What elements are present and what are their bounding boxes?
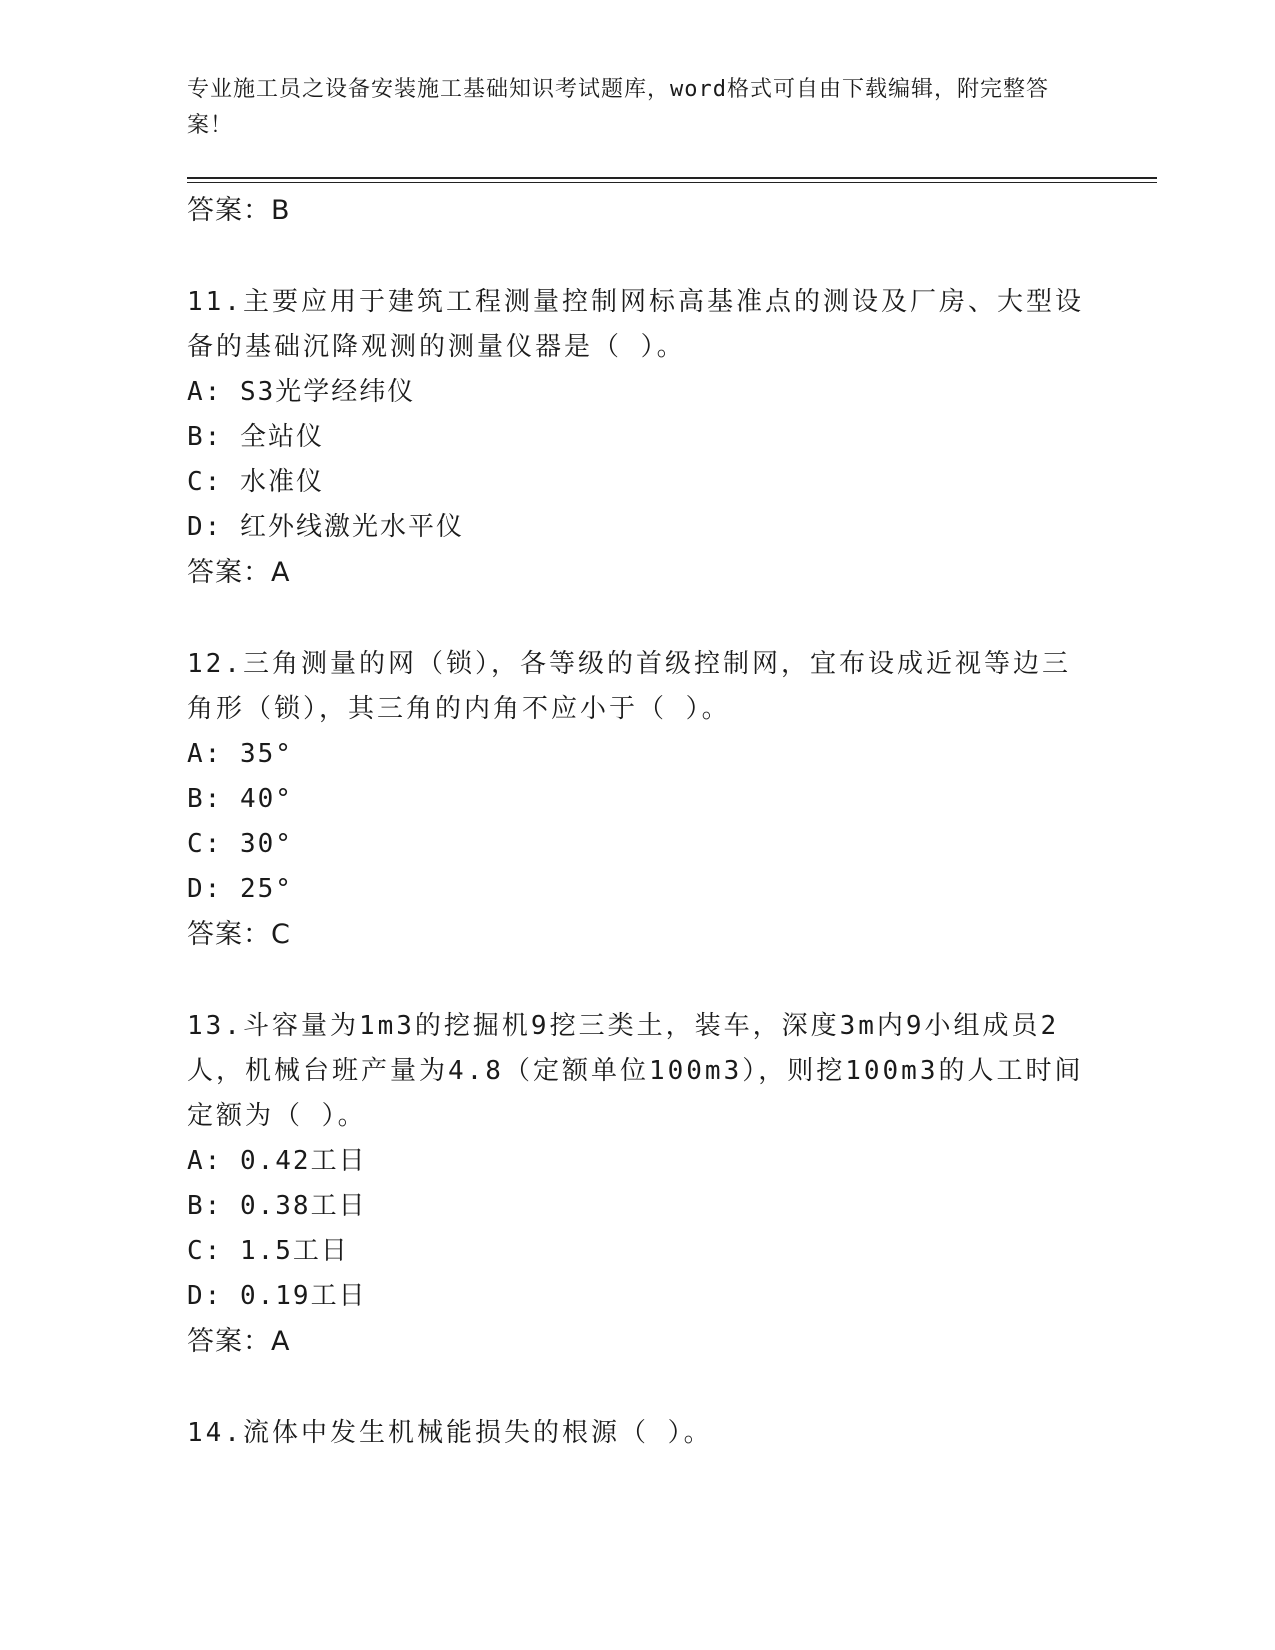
answer-line: 答案：C <box>187 919 291 950</box>
option-c: C: 水准仪 <box>187 467 324 497</box>
spacer <box>187 958 1087 1004</box>
option-d: D: 红外线激光水平仪 <box>187 512 464 542</box>
answer-line: 答案：B <box>187 195 291 226</box>
header-rule-thick <box>187 177 1157 179</box>
option-a: A: 35° <box>187 739 293 769</box>
spacer <box>187 596 1087 642</box>
answer-line: 答案：A <box>187 1326 291 1357</box>
option-b: B: 全站仪 <box>187 422 324 452</box>
option-d: D: 25° <box>187 874 293 904</box>
question-block <box>187 1411 1087 1456</box>
question-block <box>187 280 1087 596</box>
option-d: D: 0.19工日 <box>187 1281 367 1311</box>
answer-line: 答案：A <box>187 557 291 588</box>
header-rule-thin <box>187 182 1157 183</box>
document-body <box>187 188 1087 1456</box>
document-header: 专业施工员之设备安装施工基础知识考试题库，word格式可自由下载编辑，附完整答案！ <box>187 77 1049 138</box>
question-stem: 14.流体中发生机械能损失的根源（ ）。 <box>187 1418 713 1448</box>
spacer <box>187 234 1087 280</box>
question-stem: 13.斗容量为1m3的挖掘机9挖三类土，装车，深度3m内9小组成员2人，机械台班产量为4.8（定额单位100m3），则挖100m3的人工时间定额为（ ）。 <box>187 1011 1084 1131</box>
option-a: A: 0.42工日 <box>187 1146 367 1176</box>
option-c: C: 30° <box>187 829 293 859</box>
spacer <box>187 1365 1087 1411</box>
option-b: B: 0.38工日 <box>187 1191 367 1221</box>
option-a: A: S3光学经纬仪 <box>187 377 416 407</box>
option-c: C: 1.5工日 <box>187 1236 349 1266</box>
question-stem: 12.三角测量的网（锁），各等级的首级控制网，宜布设成近视等边三角形（锁），其三角的内角不应小于（ ）。 <box>187 649 1071 724</box>
question-stem: 11.主要应用于建筑工程测量控制网标高基准点的测设及厂房、大型设备的基础沉降观测的测量仪器是（ ）。 <box>187 287 1084 362</box>
question-block <box>187 642 1087 958</box>
option-b: B: 40° <box>187 784 293 814</box>
question-block <box>187 1004 1087 1365</box>
